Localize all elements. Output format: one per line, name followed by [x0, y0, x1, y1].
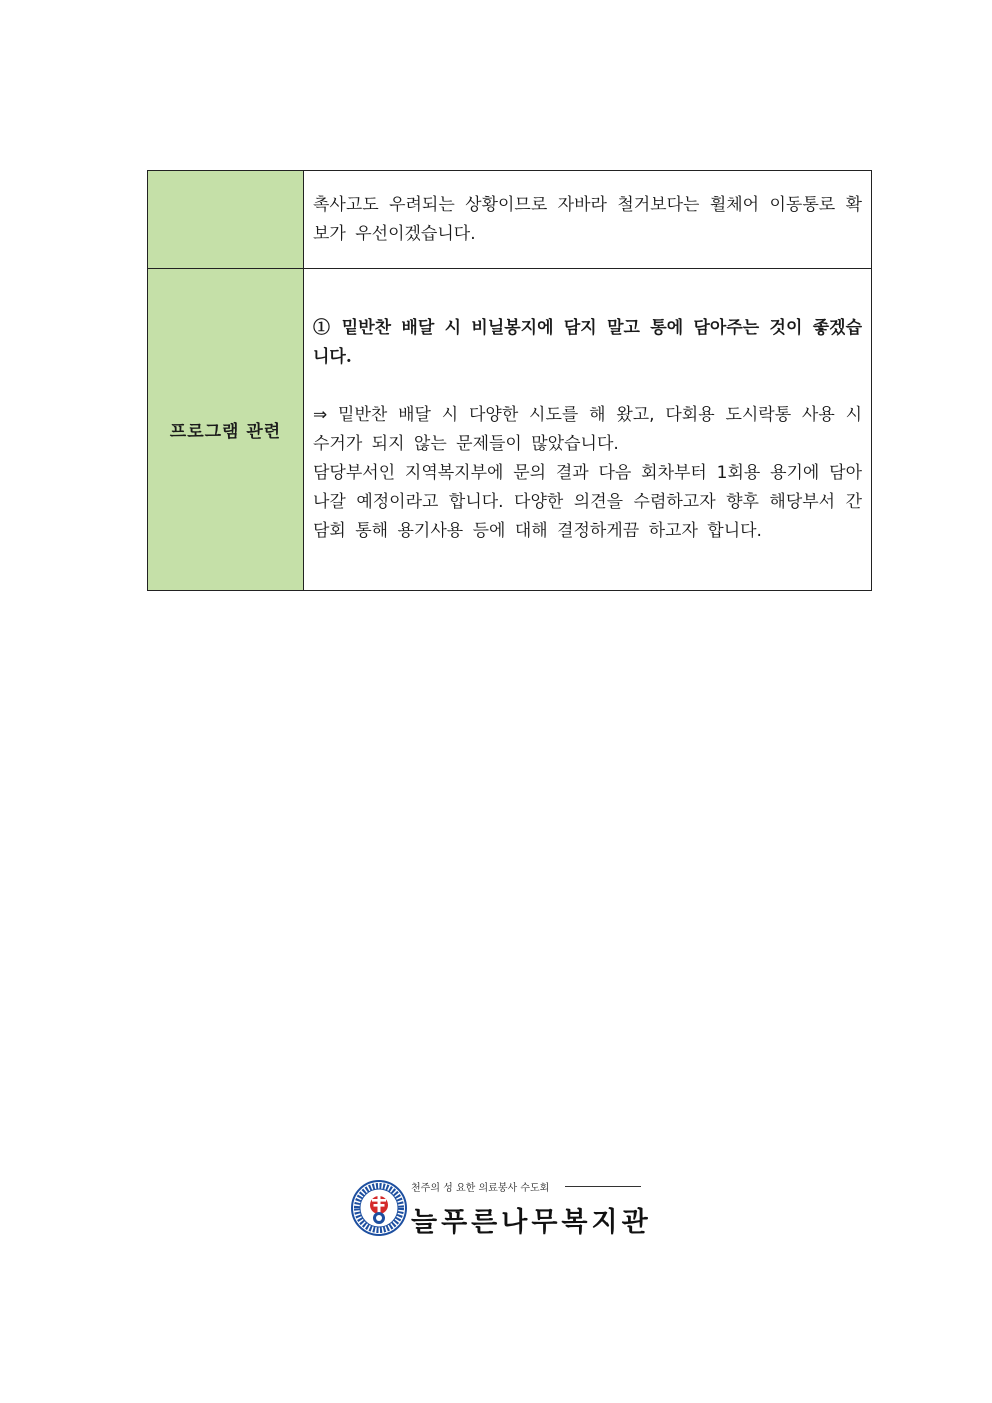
- answer-paragraph: 담당부서인 지역복지부에 문의 결과 다음 회차부터 1회용 용기에 담아 나갈 예정이라고 합니다. 다양한 의견을 수렴하고자 향후 해당부서 간담회 통해 용기사용 등에 대해 결정하게끔 하고자 합니다.: [313, 462, 862, 541]
- table-row: [148, 171, 872, 269]
- paragraph-spacer: [313, 372, 862, 401]
- content-table: [147, 170, 872, 591]
- divider: [565, 1186, 641, 1187]
- suggestion-title: ① 밑반찬 배달 시 비닐봉지에 담지 말고 통에 담아주는 것이 좋겠습니다.: [313, 317, 862, 367]
- footer-logo: [347, 1176, 652, 1240]
- row-label-program: 프로그램 관련: [148, 269, 304, 591]
- row-label-empty: [148, 171, 304, 269]
- table-row: [148, 269, 872, 591]
- seal-logo-icon: [351, 1180, 407, 1236]
- row-content: [304, 171, 872, 269]
- row-content: [304, 269, 872, 591]
- content-paragraph: 촉사고도 우려되는 상황이므로 자바라 철거보다는 휠체어 이동통로 확보가 우선이겠습니다.: [313, 194, 862, 244]
- org-name-text: 천주의 성 요한 의료봉사 수도회: [411, 1183, 550, 1194]
- center-name-logo: 늘푸른나무복지관: [411, 1207, 652, 1238]
- answer-paragraph: ⇒ 밑반찬 배달 시 다양한 시도를 해 왔고, 다회용 도시락통 사용 시 수거가 되지 않는 문제들이 많았습니다.: [313, 404, 862, 454]
